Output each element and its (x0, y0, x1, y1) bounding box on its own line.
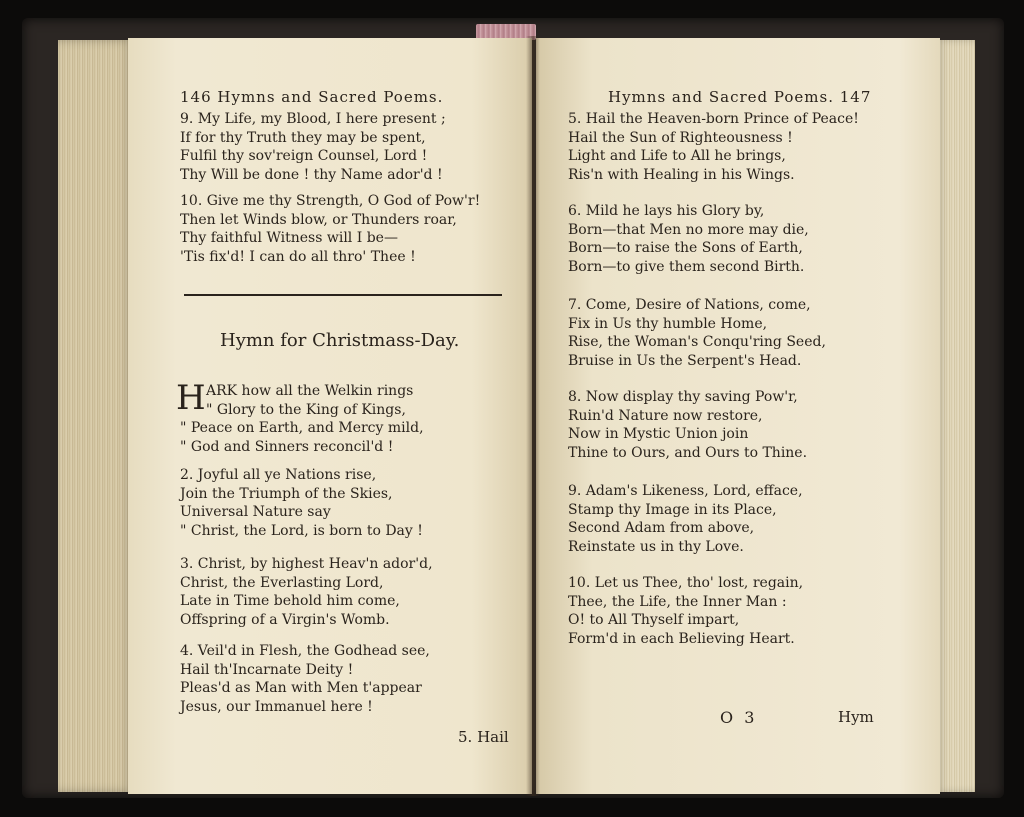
verse-line: 6. Mild he lays his Glory by, (568, 203, 765, 219)
verse-line: Now in Mystic Union join (568, 426, 749, 442)
verse-line: ARK how all the Welkin rings (206, 383, 414, 399)
verse-line: Offspring of a Virgin's Womb. (180, 611, 390, 628)
verse-line: " God and Sinners reconcil'd ! (180, 438, 394, 455)
verse-line: Thee, the Life, the Inner Man : (568, 593, 787, 610)
verse-line: 'Tis fix'd! I can do all thro' Thee ! (180, 248, 416, 265)
verse-line: 2. Joyful all ye Nations rise, (180, 467, 377, 483)
stanza-9-left (180, 110, 446, 184)
verse-line: Bruise in Us the Serpent's Head. (568, 352, 802, 369)
verse-line: Late in Time behold him come, (180, 593, 400, 609)
verse-line: Thy faithful Witness will I be— (180, 230, 398, 246)
left-page (128, 38, 532, 794)
verse-line: Light and Life to All he brings, (568, 148, 786, 164)
catchword-right: Hym (838, 708, 874, 726)
stanza-9-right (568, 482, 803, 556)
verse-line: Hail the Sun of Righteousness ! (568, 129, 793, 146)
catchword-left: 5. Hail (458, 728, 509, 746)
stanza-10-right (568, 574, 803, 648)
running-head-right: Hymns and Sacred Poems. 147 (608, 88, 872, 106)
verse-line: Then let Winds blow, or Thunders roar, (180, 211, 457, 228)
verse-line: 5. Hail the Heaven-born Prince of Peace! (568, 111, 859, 127)
stanza-1 (206, 382, 413, 419)
verse-line: Hail th'Incarnate Deity ! (180, 661, 354, 678)
verse-line: 4. Veil'd in Flesh, the Godhead see, (180, 643, 430, 659)
running-head-left: 146 Hymns and Sacred Poems. (180, 88, 444, 106)
drop-cap: H (176, 378, 206, 418)
verse-line: 10. Let us Thee, tho' lost, regain, (568, 575, 804, 591)
book-gutter (526, 36, 540, 796)
verse-line: " Christ, the Lord, is born to Day ! (180, 522, 423, 539)
verse-line: Thine to Ours, and Ours to Thine. (568, 444, 808, 461)
verse-line: Stamp thy Image in its Place, (568, 501, 777, 518)
right-page (536, 38, 940, 794)
verse-line: Born—that Men no more may die, (568, 221, 809, 238)
verse-line: Jesus, our Immanuel here ! (180, 698, 373, 715)
stanza-6 (568, 202, 809, 276)
stanza-4 (180, 642, 430, 716)
verse-line: 10. Give me thy Strength, O God of Pow'r! (180, 193, 481, 209)
verse-line: Reinstate us in thy Love. (568, 538, 744, 555)
verse-line: Join the Triumph of the Skies, (180, 485, 393, 502)
verse-line: 9. Adam's Likeness, Lord, efface, (568, 483, 803, 499)
verse-line: Rise, the Woman's Conqu'ring Seed, (568, 334, 826, 350)
verse-line: Ruin'd Nature now restore, (568, 407, 763, 424)
verse-line: Christ, the Everlasting Lord, (180, 574, 384, 591)
stanza-2 (180, 466, 423, 540)
stanza-8 (568, 388, 807, 462)
hymn-title: Hymn for Christmass-Day. (220, 330, 460, 351)
stanza-10-left (180, 192, 480, 266)
verse-line: 8. Now display thy saving Pow'r, (568, 389, 798, 405)
verse-line: Fix in Us thy humble Home, (568, 315, 768, 332)
verse-line: Born—to raise the Sons of Earth, (568, 240, 803, 256)
stanza-5 (568, 110, 859, 184)
verse-line: " Peace on Earth, and Mercy mild, (180, 420, 424, 436)
section-rule (184, 294, 502, 296)
verse-line: " Glory to the King of Kings, (206, 401, 406, 418)
page-edges-left (58, 40, 134, 792)
stanza-3 (180, 555, 433, 629)
verse-line: Form'd in each Believing Heart. (568, 630, 795, 647)
verse-line: Second Adam from above, (568, 520, 755, 536)
verse-line: Pleas'd as Man with Men t'appear (180, 680, 422, 696)
verse-line: 3. Christ, by highest Heav'n ador'd, (180, 556, 433, 572)
verse-line: Fulfil thy sov'reign Counsel, Lord ! (180, 148, 428, 164)
verse-line: Ris'n with Healing in his Wings. (568, 166, 795, 183)
verse-line: Universal Nature say (180, 504, 331, 520)
verse-line: Thy Will be done ! thy Name ador'd ! (180, 166, 443, 183)
verse-line: Born—to give them second Birth. (568, 258, 805, 275)
signature-mark: O 3 (720, 708, 758, 727)
verse-line: 7. Come, Desire of Nations, come, (568, 297, 811, 313)
stanza-7 (568, 296, 826, 370)
verse-line: O! to All Thyself impart, (568, 612, 740, 628)
page-edges-right (935, 40, 975, 792)
verse-line: 9. My Life, my Blood, I here present ; (180, 111, 446, 127)
stanza-1-continued (180, 419, 424, 456)
verse-line: If for thy Truth they may be spent, (180, 129, 426, 146)
